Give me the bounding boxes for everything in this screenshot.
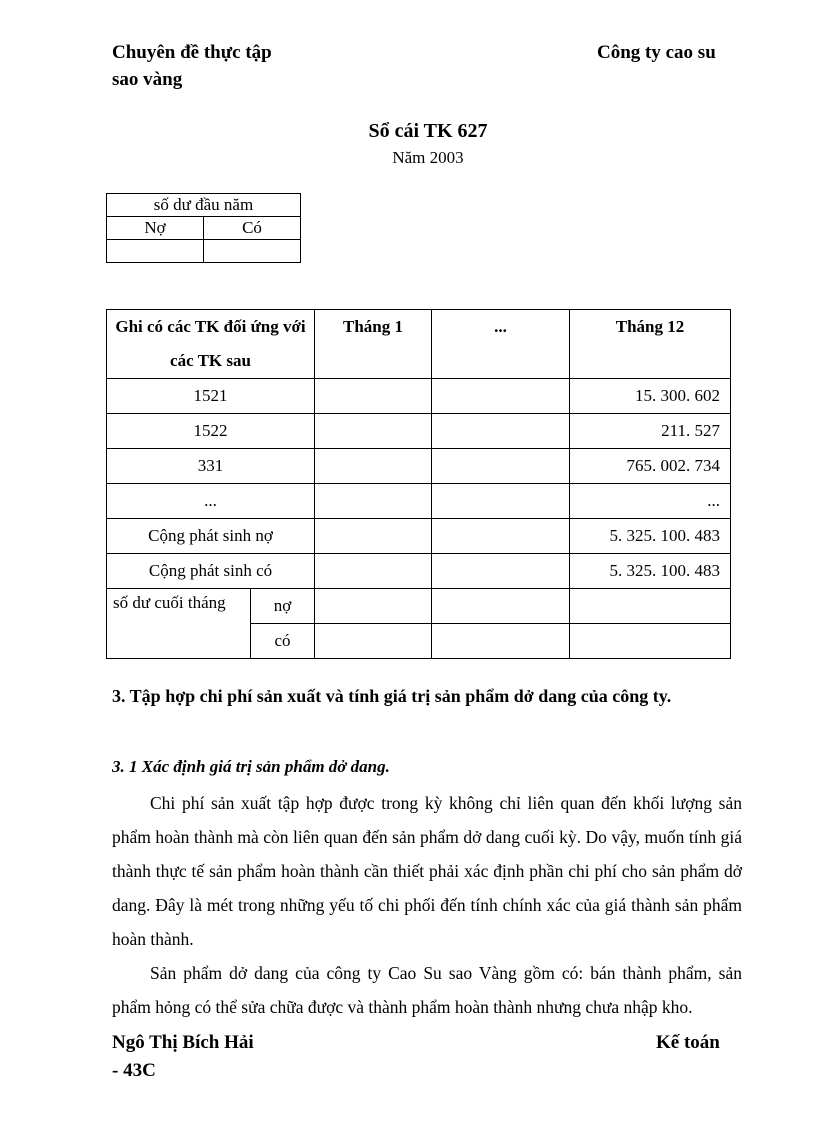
ledger-col-month1: Tháng 1 [315, 310, 432, 379]
footer-class: - 43C [112, 1060, 156, 1081]
row-dots [432, 484, 570, 519]
row-month1 [315, 484, 432, 519]
row-account: 1521 [107, 379, 315, 414]
row-month12: 211. 527 [570, 414, 731, 449]
row-month1 [315, 519, 432, 554]
table-row [107, 449, 731, 484]
closing-debit-label: nợ [251, 589, 315, 624]
table-row [107, 414, 731, 449]
ledger-col-dots: ... [432, 310, 570, 379]
row-month12: 15. 300. 602 [570, 379, 731, 414]
table-row [107, 379, 731, 414]
row-dots [432, 414, 570, 449]
sub-heading: 3. 1 Xác định giá trị sản phẩm dở dang. [112, 757, 390, 776]
header-left-line2: sao vàng [112, 69, 183, 90]
row-account: Cộng phát sinh nợ [107, 519, 315, 554]
header-left-line1: Chuyên đề thực tập [112, 42, 272, 63]
closing-credit-dots [432, 624, 570, 659]
paragraph-1: Chi phí sản xuất tập hợp được trong kỳ không chỉ liên quan đến khối lượng sản phẩm hoàn thành mà còn liên quan đến sản phẩm dở dang cuối kỳ. Do vậy, muốn tính giá thành thực tế sản phẩm hoàn thành cần thiết phải xác định phần chi phí cho sản phẩm dở dang. Đây là mét trong những yếu tố chi phối đến tính chính xác của giá thành sản phẩm hoàn thành. [112, 793, 742, 949]
row-month12: ... [570, 484, 731, 519]
row-account: Cộng phát sinh có [107, 554, 315, 589]
row-month12: 765. 002. 734 [570, 449, 731, 484]
closing-row-debit [107, 589, 731, 624]
row-month1 [315, 379, 432, 414]
row-month1 [315, 554, 432, 589]
row-account: 331 [107, 449, 315, 484]
closing-credit-month12 [570, 624, 731, 659]
opening-balance-label: số dư đầu năm [107, 194, 301, 217]
ledger-col-month12: Tháng 12 [570, 310, 731, 379]
closing-credit-label: có [251, 624, 315, 659]
footer-author: Ngô Thị Bích Hải [112, 1032, 254, 1053]
closing-debit-month12 [570, 589, 731, 624]
table-row [107, 519, 731, 554]
section-heading: 3. Tập hợp chi phí sản xuất và tính giá trị sản phẩm dở dang của công ty. [112, 686, 672, 706]
ledger-col-accounts: Ghi có các TK đối ứng với các TK sau [107, 310, 315, 379]
row-account: 1522 [107, 414, 315, 449]
closing-debit-dots [432, 589, 570, 624]
opening-debit-header: Nợ [107, 217, 204, 240]
row-dots [432, 554, 570, 589]
table-row [107, 484, 731, 519]
page-year: Năm 2003 [392, 148, 464, 167]
footer-right: Kế toán [656, 1032, 720, 1053]
row-month12: 5. 325. 100. 483 [570, 519, 731, 554]
row-account: ... [107, 484, 315, 519]
row-month12: 5. 325. 100. 483 [570, 554, 731, 589]
row-month1 [315, 414, 432, 449]
closing-debit-month1 [315, 589, 432, 624]
row-dots [432, 449, 570, 484]
opening-credit-value [204, 240, 301, 263]
table-row [107, 554, 731, 589]
ledger-header-row [107, 310, 731, 379]
page-title: Sổ cái TK 627 [368, 120, 488, 142]
closing-balance-label: số dư cuối tháng [107, 589, 251, 659]
row-dots [432, 379, 570, 414]
opening-credit-header: Có [204, 217, 301, 240]
row-dots [432, 519, 570, 554]
opening-debit-value [107, 240, 204, 263]
closing-credit-month1 [315, 624, 432, 659]
row-month1 [315, 449, 432, 484]
header-right: Công ty cao su [597, 42, 716, 63]
opening-balance-table [106, 193, 301, 263]
paragraph-2: Sản phẩm dở dang của công ty Cao Su sao Vàng gồm có: bán thành phẩm, sản phẩm hỏng có thể sửa chữa được và thành phẩm hoàn thành nhưng chưa nhập kho. [112, 963, 742, 1017]
ledger-table [106, 309, 731, 659]
